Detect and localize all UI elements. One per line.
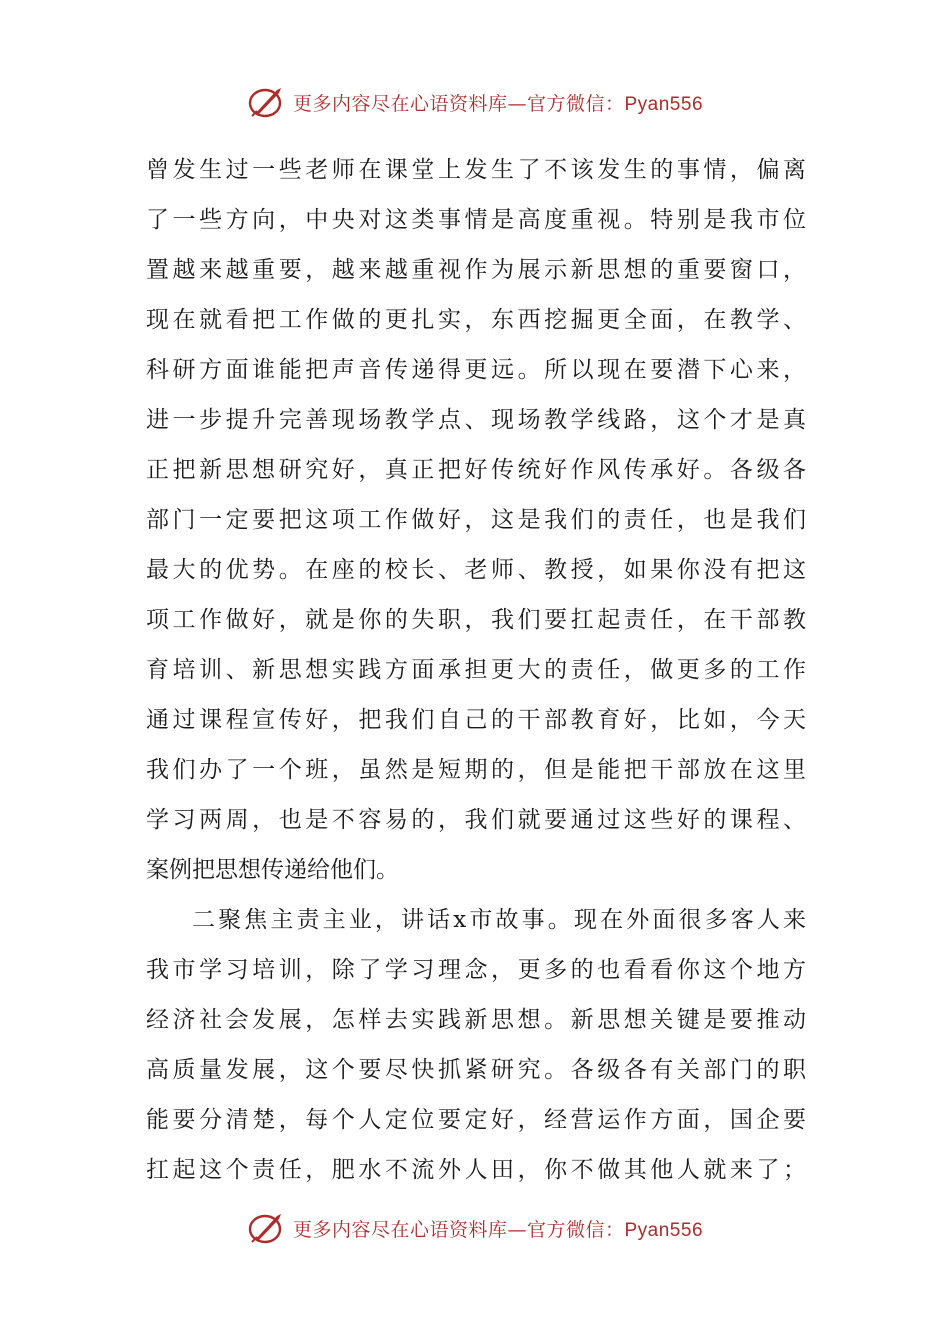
text-line: 学习两周，也是不容易的，我们就要通过这些好的课程、	[146, 807, 806, 833]
text-line: 了一些方向，中央对这类事情是高度重视。特别是我市位	[146, 207, 806, 233]
text-line: 曾发生过一些老师在课堂上发生了不该发生的事情，偏离	[146, 157, 806, 183]
header-wechat-id: Pyan556	[624, 93, 704, 115]
footer-banner	[0, 1208, 950, 1248]
text-line: 现在就看把工作做的更扎实，东西挖掘更全面，在教学、	[146, 307, 806, 333]
text-line: 进一步提升完善现场教学点、现场教学线路，这个才是真	[146, 407, 806, 433]
quill-pen-logo-icon	[247, 84, 287, 120]
text-line: 我们办了一个班，虽然是短期的，但是能把干部放在这里	[146, 757, 806, 783]
header-banner	[0, 82, 950, 122]
quill-pen-logo-icon	[247, 1210, 287, 1246]
text-line: 经济社会发展，怎样去实践新思想。新思想关键是要推动	[146, 1007, 806, 1033]
text-line: 扛起这个责任，肥水不流外人田，你不做其他人就来了；	[146, 1157, 806, 1183]
text-line: 案例把思想传递给他们。	[146, 857, 399, 883]
text-line: 能要分清楚，每个人定位要定好，经营运作方面，国企要	[146, 1107, 806, 1133]
footer-banner-text: 更多内容尽在心语资料库—官方微信：Pyan556	[292, 1218, 704, 1241]
text-line: 科研方面谁能把声音传递得更远。所以现在要潜下心来，	[146, 357, 806, 383]
text-line: 最大的优势。在座的校长、老师、教授，如果你没有把这	[146, 557, 806, 583]
paragraph-start-line: 二聚焦主责主业，讲话x市故事。现在外面很多客人来	[192, 907, 806, 933]
text-line: 育培训、新思想实践方面承担更大的责任，做更多的工作	[146, 657, 806, 683]
text-line: 我市学习培训，除了学习理念，更多的也看看你这个地方	[146, 957, 806, 983]
text-line: 置越来越重要，越来越重视作为展示新思想的重要窗口，	[146, 257, 806, 283]
text-line: 通过课程宣传好，把我们自己的干部教育好，比如，今天	[146, 707, 806, 733]
text-line: 高质量发展，这个要尽快抓紧研究。各级各有关部门的职	[146, 1057, 806, 1083]
header-banner-text: 更多内容尽在心语资料库—官方微信：Pyan556	[292, 92, 704, 115]
text-line: 项工作做好，就是你的失职，我们要扛起责任，在干部教	[146, 607, 806, 633]
footer-wechat-id: Pyan556	[624, 1219, 704, 1241]
text-line: 正把新思想研究好，真正把好传统好作风传承好。各级各	[146, 457, 806, 483]
document-body	[146, 145, 806, 1195]
text-line: 部门一定要把这项工作做好，这是我们的责任，也是我们	[146, 507, 806, 533]
